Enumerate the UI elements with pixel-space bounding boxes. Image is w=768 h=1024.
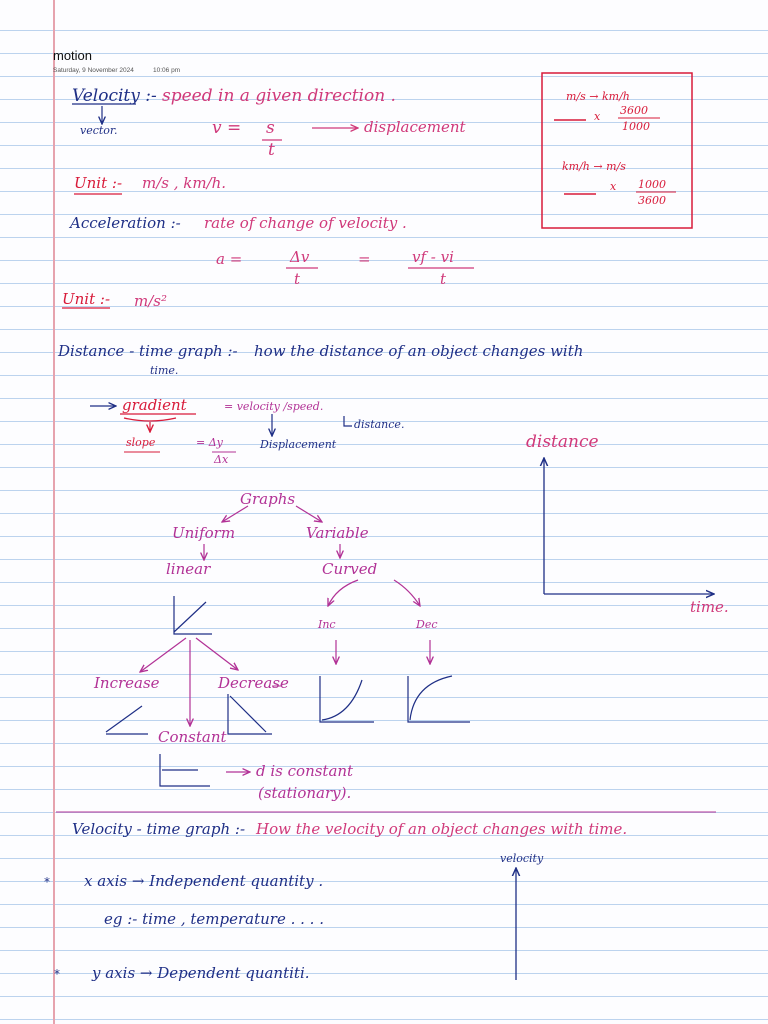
arrow-to-inc xyxy=(328,580,358,606)
linear-mini-graph xyxy=(174,596,212,634)
vf-vi: vf - vi xyxy=(412,248,454,266)
curved-label: Curved xyxy=(322,560,378,578)
page-time: 10:06 pm xyxy=(153,67,181,74)
page-date: Saturday, 9 November 2024 xyxy=(53,67,134,74)
graphs-label: Graphs xyxy=(240,490,296,508)
conv-kmh-ms: km/h → m/s xyxy=(562,160,626,173)
displacement-small: Displacement xyxy=(260,438,337,451)
vt-graph-def: How the velocity of an object changes with time. xyxy=(256,820,628,838)
conv-3600-num: 3600 xyxy=(620,104,648,117)
inc-mini-graph xyxy=(320,676,374,722)
distance-axis-label: distance xyxy=(526,432,599,452)
conv-1000-den: 1000 xyxy=(622,120,650,133)
increase-mini-graph xyxy=(106,706,148,734)
velocity-label: Velocity :- xyxy=(72,86,157,106)
conv-x-1: x xyxy=(594,110,601,123)
uniform-label: Uniform xyxy=(172,524,236,542)
unit-value-2: m/s² xyxy=(134,292,167,310)
displacement-label: displacement xyxy=(364,118,466,136)
gradient-label: gradient xyxy=(122,396,187,414)
equals-2: = xyxy=(358,250,371,268)
unit-label-1: Unit :- xyxy=(74,174,123,192)
distance-small: distance. xyxy=(354,418,405,431)
bullet-star-2: * xyxy=(54,967,60,981)
velocity-axis-label: velocity xyxy=(500,852,544,865)
arrow-to-dec xyxy=(394,580,420,606)
t-denom-3: t xyxy=(440,270,447,288)
conv-3600-den: 3600 xyxy=(638,194,666,207)
conv-1000-num: 1000 xyxy=(638,178,666,191)
dec-label: Dec xyxy=(416,618,438,631)
delta-x: Δx xyxy=(214,453,229,466)
eg-note: eg :- time , temperature . . . . xyxy=(104,910,324,928)
speed-to-distance xyxy=(344,416,352,426)
stationary-label: (stationary). xyxy=(258,784,352,802)
velocity-definition: speed in a given direction . xyxy=(162,86,396,106)
conversion-box xyxy=(542,73,692,228)
constant-mini-graph xyxy=(160,754,210,786)
delta-v: Δv xyxy=(290,248,310,266)
time-axis-label: time. xyxy=(690,598,729,616)
vt-graph-label: Velocity - time graph :- xyxy=(72,820,246,838)
variable-label: Variable xyxy=(306,524,369,542)
acceleration-definition: rate of change of velocity . xyxy=(204,214,407,232)
gradient-brace xyxy=(124,418,176,432)
inc-label: Inc xyxy=(318,618,336,631)
bullet-star-1: * xyxy=(44,875,50,889)
dt-graph-label: Distance - time graph :- xyxy=(58,342,238,360)
a-equals: a = xyxy=(216,250,243,268)
d-constant-label: d is constant xyxy=(256,762,354,780)
s-numerator: s xyxy=(266,118,275,138)
t-denom-2: t xyxy=(294,270,301,288)
t-denominator: t xyxy=(268,140,275,160)
y-axis-note: y axis → Dependent quantiti. xyxy=(92,964,310,982)
vector-label: vector. xyxy=(80,124,118,137)
dt-graph-def-2: time. xyxy=(150,364,179,377)
conv-ms-kmh: m/s → km/h xyxy=(566,90,630,103)
x-axis-note: x axis → Independent quantity . xyxy=(84,872,324,890)
arrow-to-uniform xyxy=(222,506,248,522)
slope-label: slope xyxy=(126,436,156,449)
unit-value-1: m/s , km/h. xyxy=(142,174,227,192)
v-equals: v = xyxy=(212,118,242,138)
dec-mini-graph xyxy=(408,676,470,722)
arrow-to-increase xyxy=(140,638,186,672)
arrow-to-decrease xyxy=(196,638,238,670)
slope-equals: = Δy xyxy=(196,436,223,449)
decrease-label: Decrease xyxy=(218,674,289,692)
unit-label-2: Unit :- xyxy=(62,290,111,308)
acceleration-label: Acceleration :- xyxy=(70,214,181,232)
gradient-equals: = velocity /speed. xyxy=(224,400,324,413)
dt-graph-def-1: how the distance of an object changes with xyxy=(254,342,584,360)
constant-label: Constant xyxy=(158,728,227,746)
arrow-to-variable xyxy=(296,506,322,522)
decrease-mini-graph xyxy=(228,694,272,734)
page-title[interactable]: motion xyxy=(53,48,93,63)
conv-x-2: x xyxy=(610,180,617,193)
linear-label: linear xyxy=(166,560,211,578)
increase-label: Increase xyxy=(94,674,160,692)
